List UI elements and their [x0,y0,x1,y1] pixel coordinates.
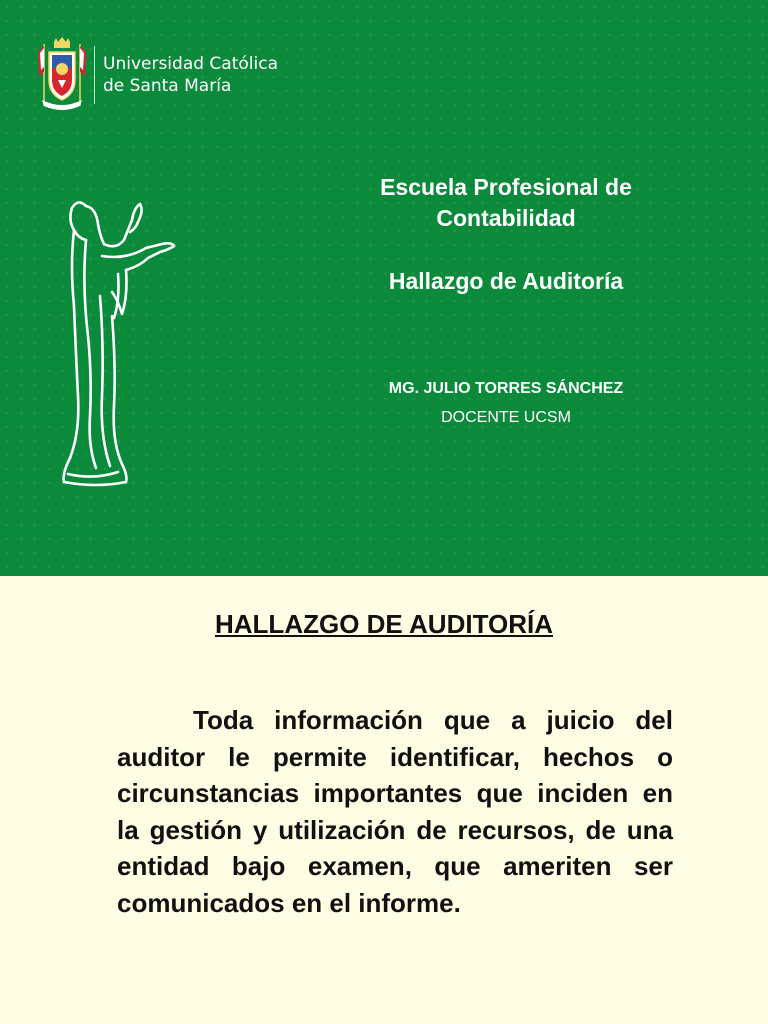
presentation-subject: Hallazgo de Auditoría [388,268,624,294]
author-role: DOCENTE UCSM [441,409,571,426]
university-crest-icon [36,36,88,114]
content-slide [0,576,768,1024]
school-name-line2: Contabilidad [436,205,576,231]
university-name-line2: de Santa María [103,76,232,96]
university-name [103,53,278,97]
university-name-line1: Universidad Católica [103,54,278,74]
school-name [300,172,712,234]
definition-paragraph: Toda información que a juicio del auditor le permite identificar, hechos o circunstancias importantes que inciden en la gestión y utilización de recursos, de una entidad bajo examen, que ameriten ser comunicados en el informe. [117,705,673,918]
virgin-figure-icon [56,196,182,492]
school-name-line1: Escuela Profesional de [380,174,632,200]
author-name: MG. JULIO TORRES SÁNCHEZ [388,380,624,397]
university-logo [36,36,278,114]
logo-divider [94,46,95,104]
section-heading: HALLAZGO DE AUDITORÍA [215,609,553,639]
